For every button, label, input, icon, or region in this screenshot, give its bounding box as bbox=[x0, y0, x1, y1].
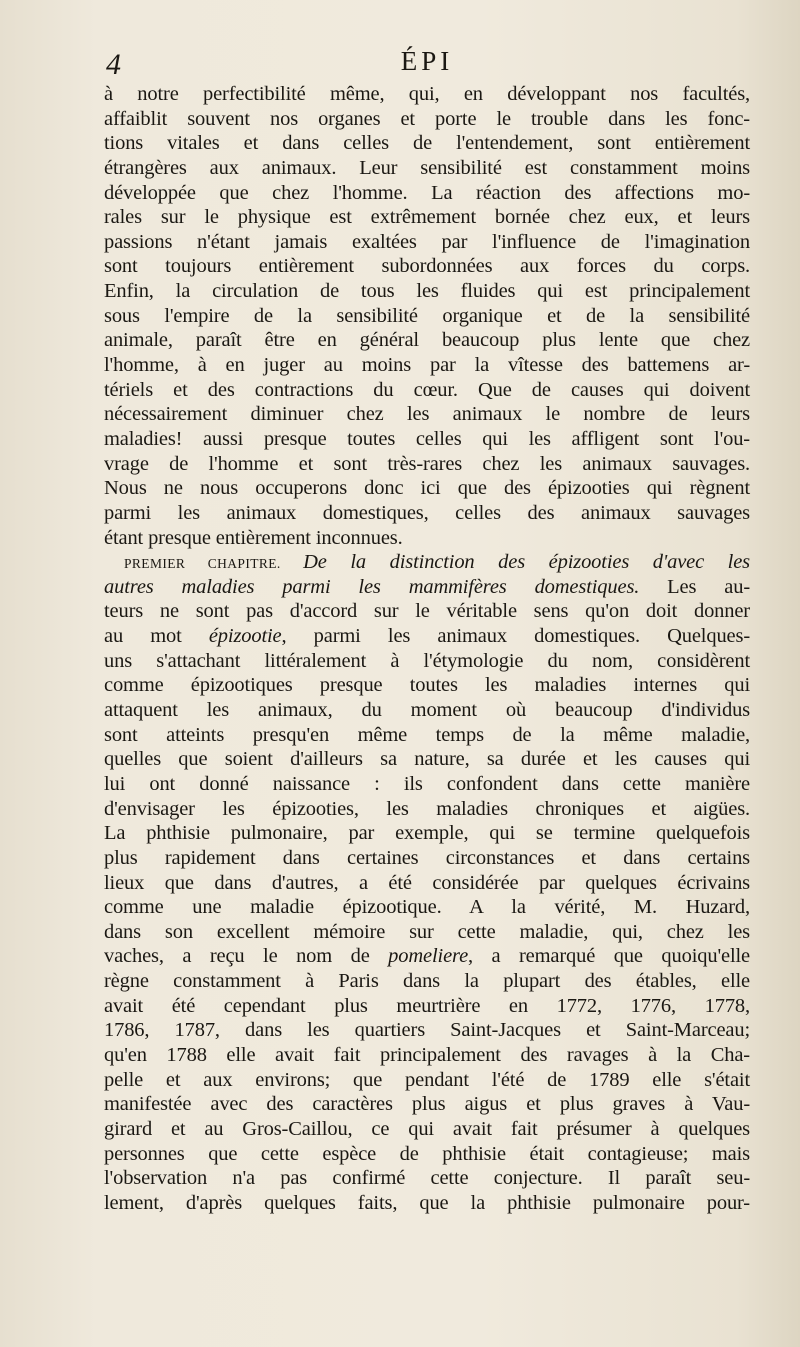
text-line bbox=[104, 279, 750, 304]
text-segment: vaches, a reçu le nom de bbox=[104, 945, 389, 968]
text-segment: l'observation n'a pas confirmé cette conjecture. Il paraît seu- bbox=[104, 1167, 750, 1190]
text-segment: , a remarqué que quoiqu'elle bbox=[468, 945, 750, 968]
text-segment: manifestée avec des caractères plus aigus et plus graves à Vau- bbox=[104, 1093, 750, 1116]
text-segment: 1786, 1787, dans les quartiers Saint-Jacques et Saint-Marceau; bbox=[104, 1019, 750, 1042]
text-line bbox=[104, 1142, 750, 1167]
text-segment: parmi les animaux domestiques, celles des animaux sauvages bbox=[104, 501, 750, 524]
text-segment: uns s'attachant littéralement à l'étymologie du nom, considèrent bbox=[104, 649, 750, 672]
text-line bbox=[104, 649, 750, 674]
text-line bbox=[104, 550, 750, 575]
text-line bbox=[104, 1092, 750, 1117]
text-line bbox=[104, 920, 750, 945]
text-line bbox=[104, 476, 750, 501]
text-segment: La phthisie pulmonaire, par exemple, qui se termine quelquefois bbox=[104, 822, 750, 845]
text-line bbox=[104, 846, 750, 871]
text-segment: à notre perfectibilité même, qui, en développant nos facultés, bbox=[104, 83, 750, 105]
text-segment: animale, paraît être en général beaucoup plus lente que chez bbox=[104, 329, 750, 352]
text-segment: plus rapidement dans certaines circonstances et dans certains bbox=[104, 846, 750, 869]
italic-text: autres maladies parmi les mammifères domestiques. bbox=[104, 575, 640, 598]
text-line bbox=[104, 599, 750, 624]
text-line bbox=[104, 1117, 750, 1142]
text-line bbox=[104, 944, 750, 969]
text-line bbox=[104, 1191, 750, 1216]
text-segment: l'homme, à en juger au moins par la vîtesse des battemens ar- bbox=[104, 354, 750, 377]
text-segment: Les au- bbox=[639, 575, 750, 598]
text-line bbox=[104, 230, 750, 255]
text-segment: teurs ne sont pas d'accord sur le véritable sens qu'on doit donner bbox=[104, 600, 750, 623]
text-line bbox=[104, 156, 750, 181]
text-line bbox=[104, 575, 750, 600]
text-segment: lement, d'après quelques faits, que la phthisie pulmonaire pour- bbox=[104, 1191, 750, 1214]
text-segment: lieux que dans d'autres, a été considérée par quelques écrivains bbox=[104, 871, 750, 894]
text-segment: affaiblit souvent nos organes et porte le trouble dans les fonc- bbox=[104, 107, 750, 130]
text-line bbox=[104, 205, 750, 230]
page-header bbox=[104, 44, 750, 84]
text-line bbox=[104, 895, 750, 920]
text-line bbox=[104, 254, 750, 279]
text-segment: personnes que cette espèce de phthisie était contagieuse; mais bbox=[104, 1142, 750, 1165]
text-line bbox=[104, 969, 750, 994]
text-line bbox=[104, 427, 750, 452]
text-line bbox=[104, 1018, 750, 1043]
text-segment: dans son excellent mémoire sur cette maladie, qui, chez les bbox=[104, 920, 750, 943]
text-segment: développée que chez l'homme. La réaction des affections mo- bbox=[104, 181, 750, 204]
text-segment: comme une maladie épizootique. A la vérité, M. Huzard, bbox=[104, 896, 750, 919]
text-line bbox=[104, 353, 750, 378]
text-segment: tériels et des contractions du cœur. Que de causes qui doivent bbox=[104, 378, 750, 401]
text-segment: sont atteints presqu'en même temps de la même maladie, bbox=[104, 723, 750, 746]
text-segment: rales sur le physique est extrêmement bornée chez eux, et leurs bbox=[104, 206, 750, 229]
text-segment: girard et au Gros-Caillou, ce qui avait fait présumer à quelques bbox=[104, 1117, 750, 1140]
text-segment: étrangères aux animaux. Leur sensibilité est constamment moins bbox=[104, 156, 750, 179]
text-line bbox=[104, 402, 750, 427]
text-line bbox=[104, 181, 750, 206]
text-segment: règne constamment à Paris dans la plupart des étables, elle bbox=[104, 970, 750, 993]
text-segment: pelle et aux environs; que pendant l'été de 1789 elle s'était bbox=[104, 1068, 750, 1091]
italic-text: De la distinction des épizooties d'avec les bbox=[303, 551, 750, 574]
text-line bbox=[104, 304, 750, 329]
text-segment: étant presque entièrement inconnues. bbox=[104, 526, 403, 549]
text-segment: qu'en 1788 elle avait fait principalement des ravages à la Cha- bbox=[104, 1043, 750, 1066]
text-line bbox=[104, 452, 750, 477]
text-line bbox=[104, 1166, 750, 1191]
text-line bbox=[104, 698, 750, 723]
text-line bbox=[104, 501, 750, 526]
text-line bbox=[104, 821, 750, 846]
italic-text: pomeliere bbox=[388, 945, 469, 968]
text-segment: sous l'empire de la sensibilité organique et de la sensibilité bbox=[104, 304, 750, 327]
text-line bbox=[104, 994, 750, 1019]
text-segment: au mot bbox=[104, 625, 209, 648]
text-segment: attaquent les animaux, du moment où beaucoup d'individus bbox=[104, 699, 750, 722]
text-segment: maladies! aussi presque toutes celles qui les affligent sont l'ou- bbox=[104, 427, 750, 450]
text-line bbox=[104, 747, 750, 772]
text-line bbox=[104, 131, 750, 156]
text-line bbox=[104, 871, 750, 896]
text-segment: passions n'étant jamais exaltées par l'influence de l'imagination bbox=[104, 230, 750, 253]
text-line bbox=[104, 797, 750, 822]
text-line bbox=[104, 378, 750, 403]
text-line bbox=[104, 723, 750, 748]
text-line bbox=[104, 1043, 750, 1068]
running-head: ÉPI bbox=[400, 46, 454, 76]
text-line bbox=[104, 82, 750, 107]
text-segment: , parmi les animaux domestiques. Quelques- bbox=[281, 625, 750, 648]
text-line bbox=[104, 526, 750, 551]
body-text bbox=[104, 82, 750, 1215]
text-segment: comme épizootiques presque toutes les maladies internes qui bbox=[104, 674, 750, 697]
text-line bbox=[104, 624, 750, 649]
text-segment: Enfin, la circulation de tous les fluides qui est principalement bbox=[104, 280, 750, 303]
text-segment: lui ont donné naissance : ils confondent dans cette manière bbox=[104, 772, 750, 795]
text-line bbox=[104, 107, 750, 132]
text-segment: quelles que soient d'ailleurs sa nature, sa durée et les causes qui bbox=[104, 748, 750, 771]
text-segment: Nous ne nous occuperons donc ici que des épizooties qui règnent bbox=[104, 477, 750, 500]
text-segment: tions vitales et dans celles de l'entendement, sont entièrement bbox=[104, 132, 750, 155]
text-line bbox=[104, 1068, 750, 1093]
text-segment: nécessairement diminuer chez les animaux le nombre de leurs bbox=[104, 403, 750, 426]
chapter-heading: PREMIER CHAPITRE. bbox=[124, 556, 304, 572]
page-number: 4 bbox=[106, 48, 121, 81]
text-line bbox=[104, 772, 750, 797]
text-line bbox=[104, 328, 750, 353]
text-segment: sont toujours entièrement subordonnées aux forces du corps. bbox=[104, 255, 750, 278]
text-segment: d'envisager les épizooties, les maladies chroniques et aigües. bbox=[104, 797, 750, 820]
text-line bbox=[104, 673, 750, 698]
italic-text: épizootie bbox=[208, 625, 282, 648]
text-segment: vrage de l'homme et sont très-rares chez les animaux sauvages. bbox=[104, 452, 750, 475]
text-segment: avait été cependant plus meurtrière en 1772, 1776, 1778, bbox=[104, 994, 750, 1017]
